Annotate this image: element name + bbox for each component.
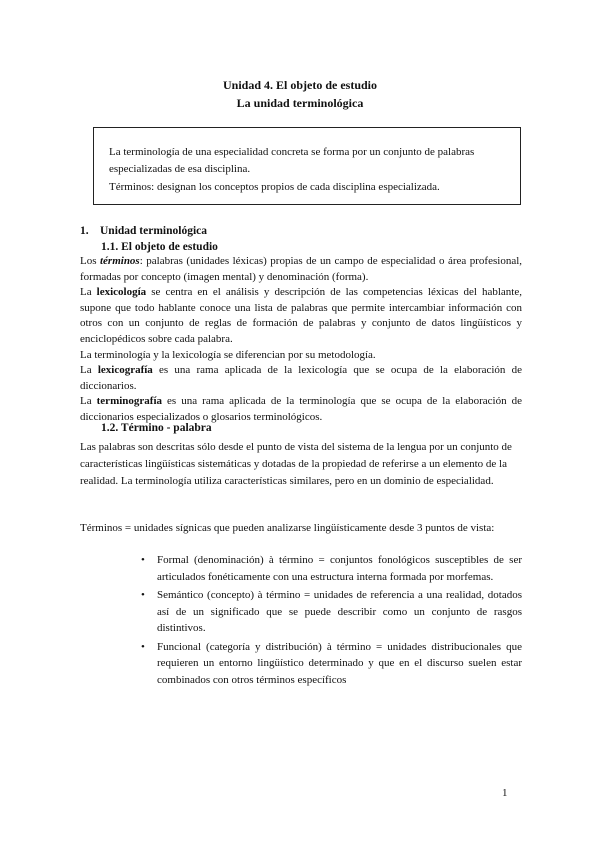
subsection-1-2-body (80, 439, 522, 491)
document-subtitle: La unidad terminológica (236, 96, 364, 110)
subsection-1-2-heading: 1.2. Término - palabra (101, 422, 212, 434)
paragraph-terminos-unidades: Términos = unidades sígnicas que pueden analizarse lingüísticamente desde 3 puntos de vista: (80, 522, 495, 534)
bullet-icon: • (141, 554, 145, 566)
list-item: • Semántico (concepto) à término = unidades de referencia a una realidad, dotados así de un significado que se puede describir como un conjunto de rasgos distintivos. (141, 589, 522, 634)
paragraph-metodologia: La terminología y la lexicología se diferencian por su metodología. (80, 348, 376, 361)
section-1-heading (80, 225, 207, 237)
summary-line-1: La terminología de una especialidad concreta se forma por un conjunto de palabras especializadas de esa disciplina. (109, 146, 475, 175)
summary-box (93, 127, 521, 205)
summary-line-2: Términos: designan los conceptos propios de cada disciplina especializada. (109, 181, 440, 193)
document-title: Unidad 4. El objeto de estudio (222, 78, 378, 92)
bullet-icon: • (141, 589, 145, 601)
viewpoints-list (141, 552, 522, 690)
section-1-title: Unidad terminológica (100, 225, 208, 237)
paragraph-terminos: Los términos: palabras (unidades léxicas) propias de un campo de especialidad o área profesional, formadas por concepto (imagen mental) y denominación (forma). (80, 255, 523, 283)
paragraph-palabras: Las palabras son descritas sólo desde el punto de vista del sistema de la lengua por un conjunto de características lingüísticas sistemáticas y dotadas de la propiedad de referirse a un elemento de la realidad. La terminología utiliza características similares, pero en un dominio de especialidad. (80, 441, 512, 488)
subsection-1-1-body (80, 254, 522, 426)
term-terminos: términos (99, 255, 140, 267)
paragraph-lexicologia: La lexicología se centra en el análisis y descripción de las competencias léxicas del hablante, supone que todo hablante conoce una lista de palabras que permite intercambiar información con otros con un conjunto de reglas de formación de palabras y conjunto de datos lingüísticos y enciclopédicos sobre cada palabra. (80, 286, 522, 345)
paragraph-terminografia: La terminografía es una rama aplicada de la terminología que se ocupa de la elaboración de diccionarios especializados o glosarios terminológicos. (80, 395, 522, 423)
subsection-1-1-heading: 1.1. El objeto de estudio (101, 241, 218, 253)
page-number: 1 (502, 787, 508, 799)
list-item: • Funcional (categoría y distribución) à término = unidades distribucionales que requieren un entorno lingüístico determinado y que en el discurso suelen estar combinados con otros términos específicos (141, 640, 522, 686)
term-terminografia: terminografía (96, 395, 163, 408)
term-lexicologia: lexicología (96, 286, 147, 299)
list-item: • Formal (denominación) à término = conjuntos fonológicos susceptibles de ser articulados fonéticamente con una estructura interna formada por morfemas. (141, 554, 522, 583)
section-1-number: 1. (80, 225, 89, 237)
term-lexicografia: lexicografía (97, 364, 153, 377)
paragraph-lexicografia: La lexicografía es una rama aplicada de la lexicología que se ocupa de la elaboración de diccionarios. (80, 364, 522, 392)
bullet-icon: • (141, 640, 145, 653)
